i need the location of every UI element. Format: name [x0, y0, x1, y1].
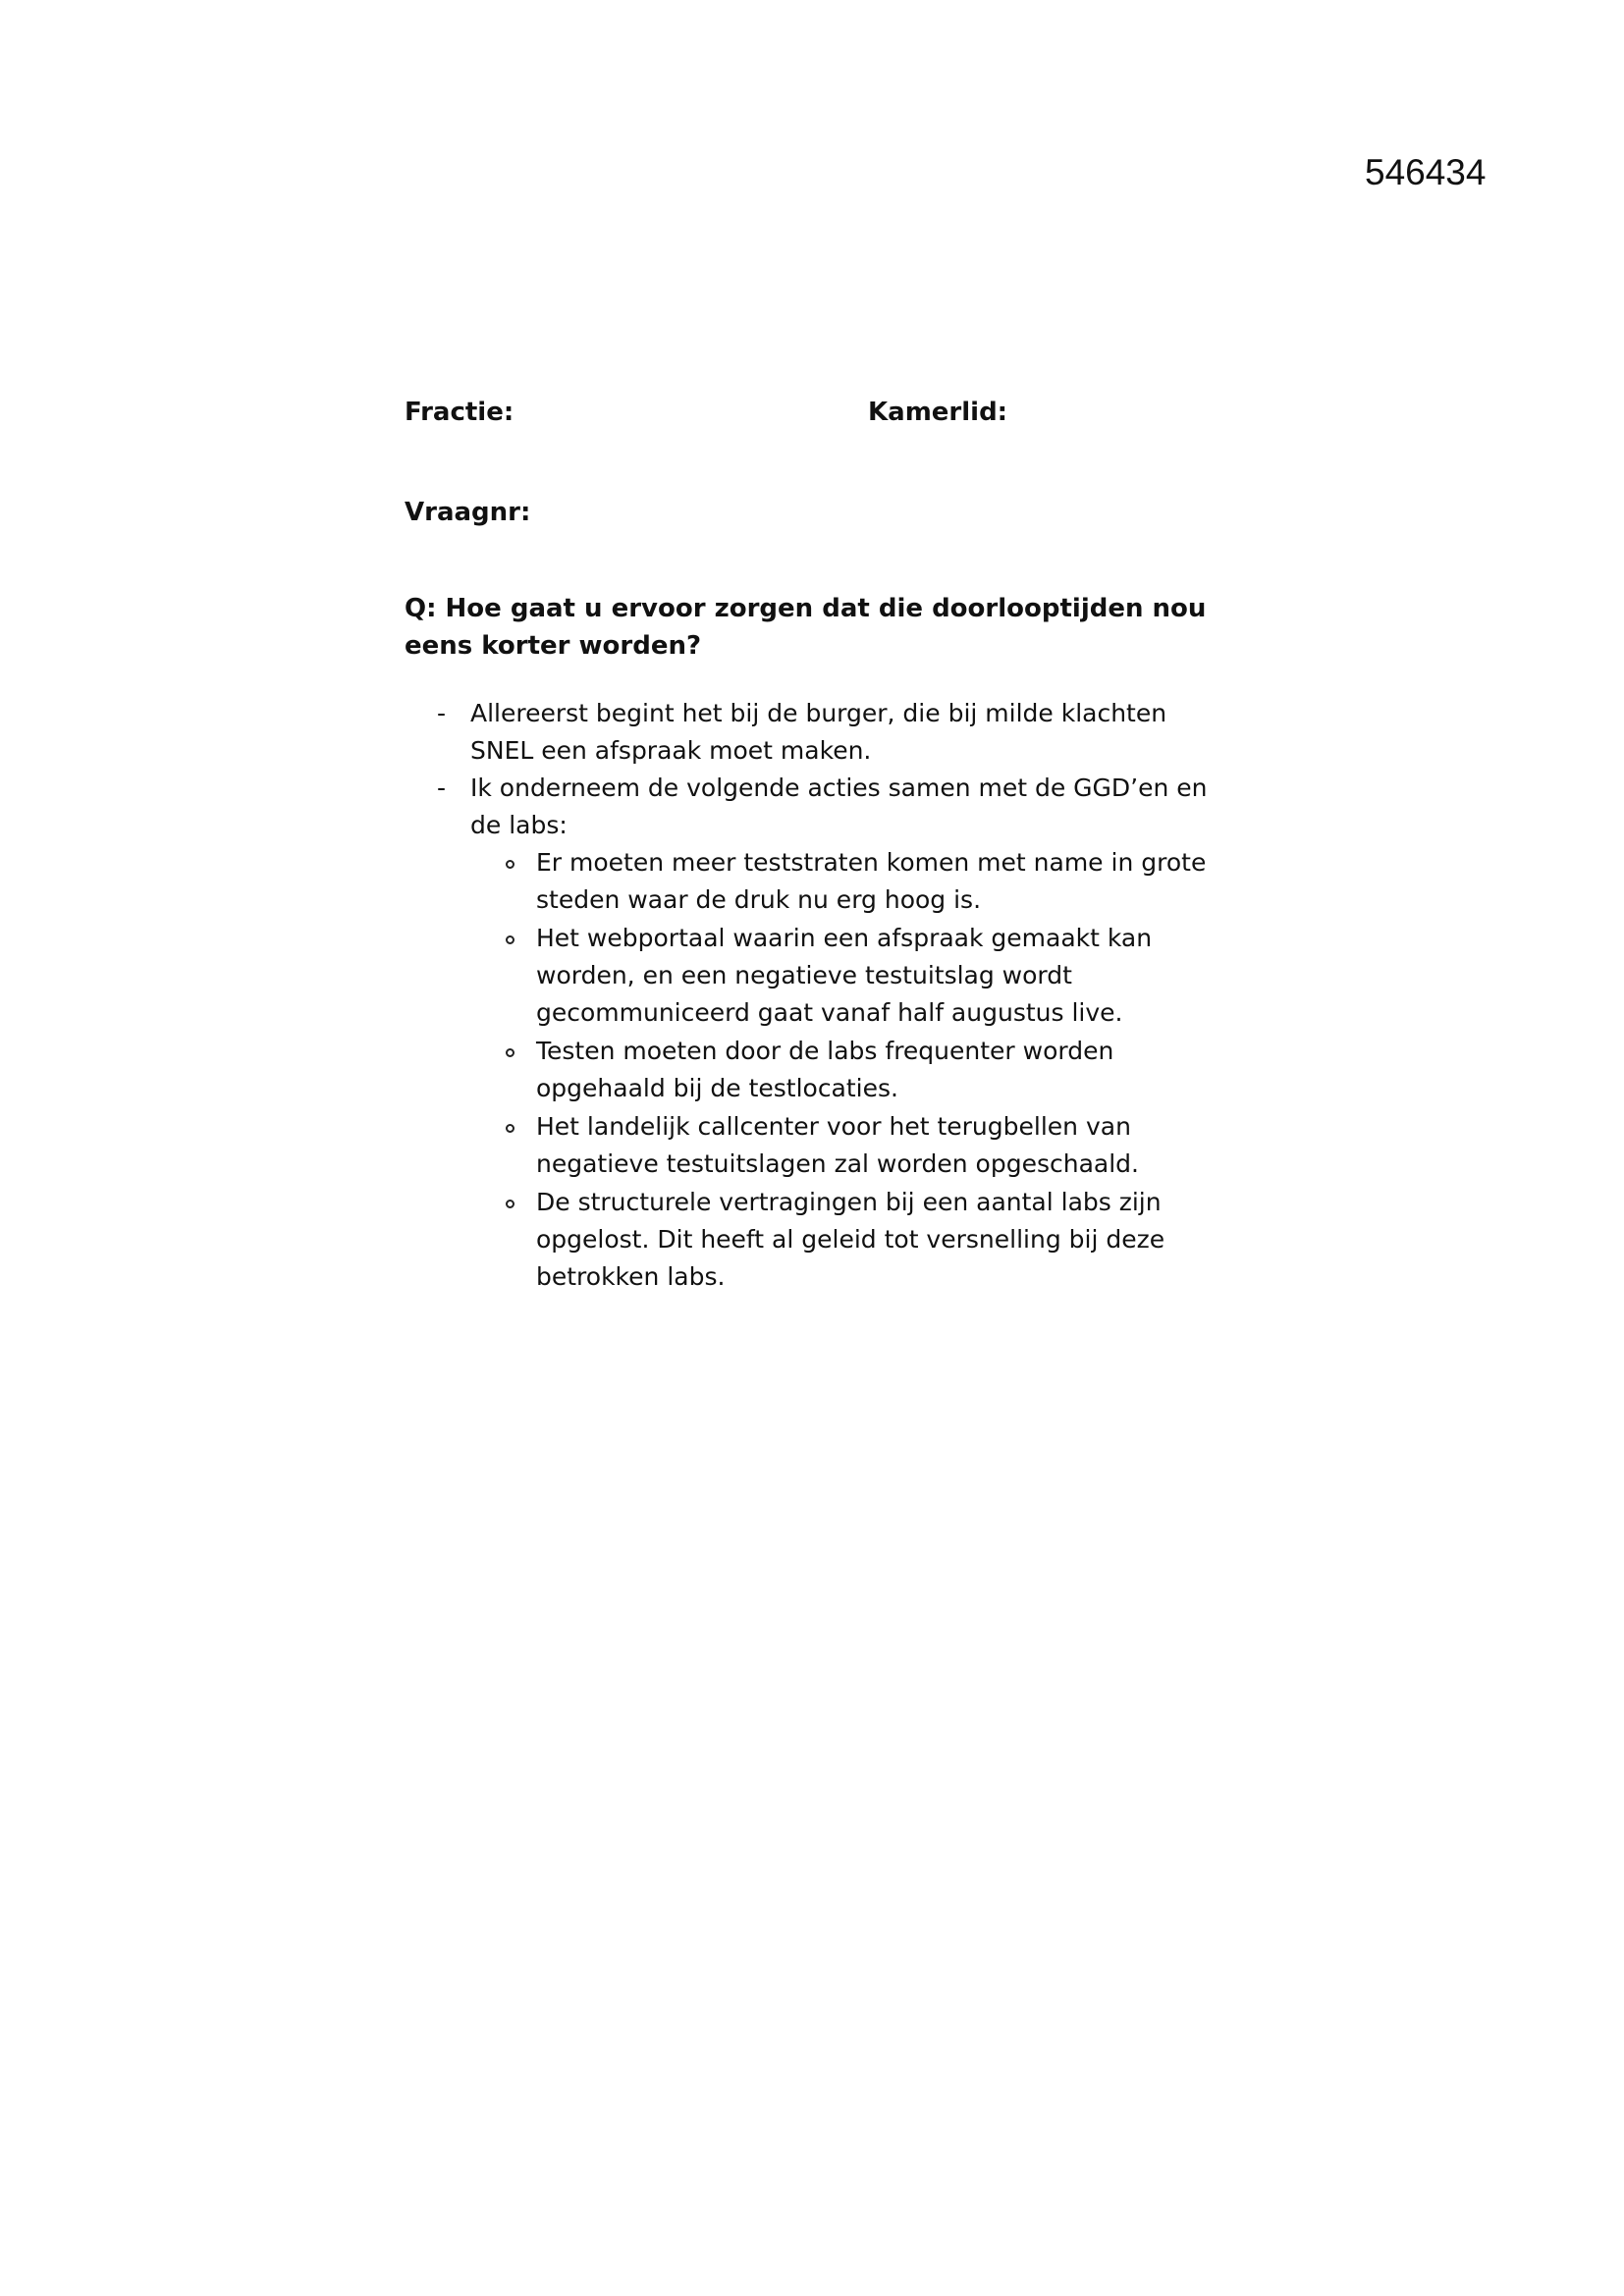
action-text: Het webportaal waarin een afspraak gemaakt kan worden, en een negatieve testuitslag wordt gecommuniceerd gaat vanaf half augustus live. [536, 924, 1153, 1027]
circle-bullet-icon [506, 1200, 514, 1208]
answer-text: Ik onderneem de volgende acties samen met de GGD’en en de labs: [470, 774, 1208, 839]
answer-list [405, 695, 1219, 1296]
action-list [470, 844, 1219, 1296]
answer-item [405, 695, 1219, 770]
dash-bullet-icon: - [437, 699, 447, 727]
action-text: De structurele vertragingen bij een aantal labs zijn opgelost. Dit heeft al geleid tot versnelling bij deze betrokken labs. [536, 1188, 1165, 1291]
circle-bullet-icon [506, 1048, 514, 1057]
dash-bullet-icon: - [437, 774, 447, 802]
question-text: Q: Hoe gaat u ervoor zorgen dat die doorlooptijden nou eens korter worden? [405, 594, 1207, 661]
action-item [470, 1184, 1219, 1296]
answer-text: Allereerst begint het bij de burger, die bij milde klachten SNEL een afspraak moet maken. [470, 699, 1167, 765]
action-text: Testen moeten door de labs frequenter worden opgehaald bij de testlocaties. [536, 1037, 1114, 1102]
document-content [405, 398, 1219, 1297]
circle-bullet-icon [506, 1124, 514, 1133]
action-item [470, 1033, 1219, 1107]
answer-item [405, 770, 1219, 1296]
circle-bullet-icon [506, 860, 514, 869]
kamerlid-label: Kamerlid: [868, 398, 1008, 427]
action-item [470, 920, 1219, 1032]
vraagnr-label: Vraagnr: [405, 498, 531, 527]
action-text: Er moeten meer teststraten komen met name in grote steden waar de druk nu erg hoog is. [536, 848, 1207, 914]
action-item [470, 1108, 1219, 1183]
field-row [405, 398, 1219, 437]
circle-bullet-icon [506, 935, 514, 944]
action-item [470, 844, 1219, 919]
fractie-label: Fractie: [405, 398, 514, 427]
action-text: Het landelijk callcenter voor het terugbellen van negatieve testuitslagen zal worden opgeschaald. [536, 1112, 1139, 1178]
document-number: 546434 [1365, 152, 1487, 192]
